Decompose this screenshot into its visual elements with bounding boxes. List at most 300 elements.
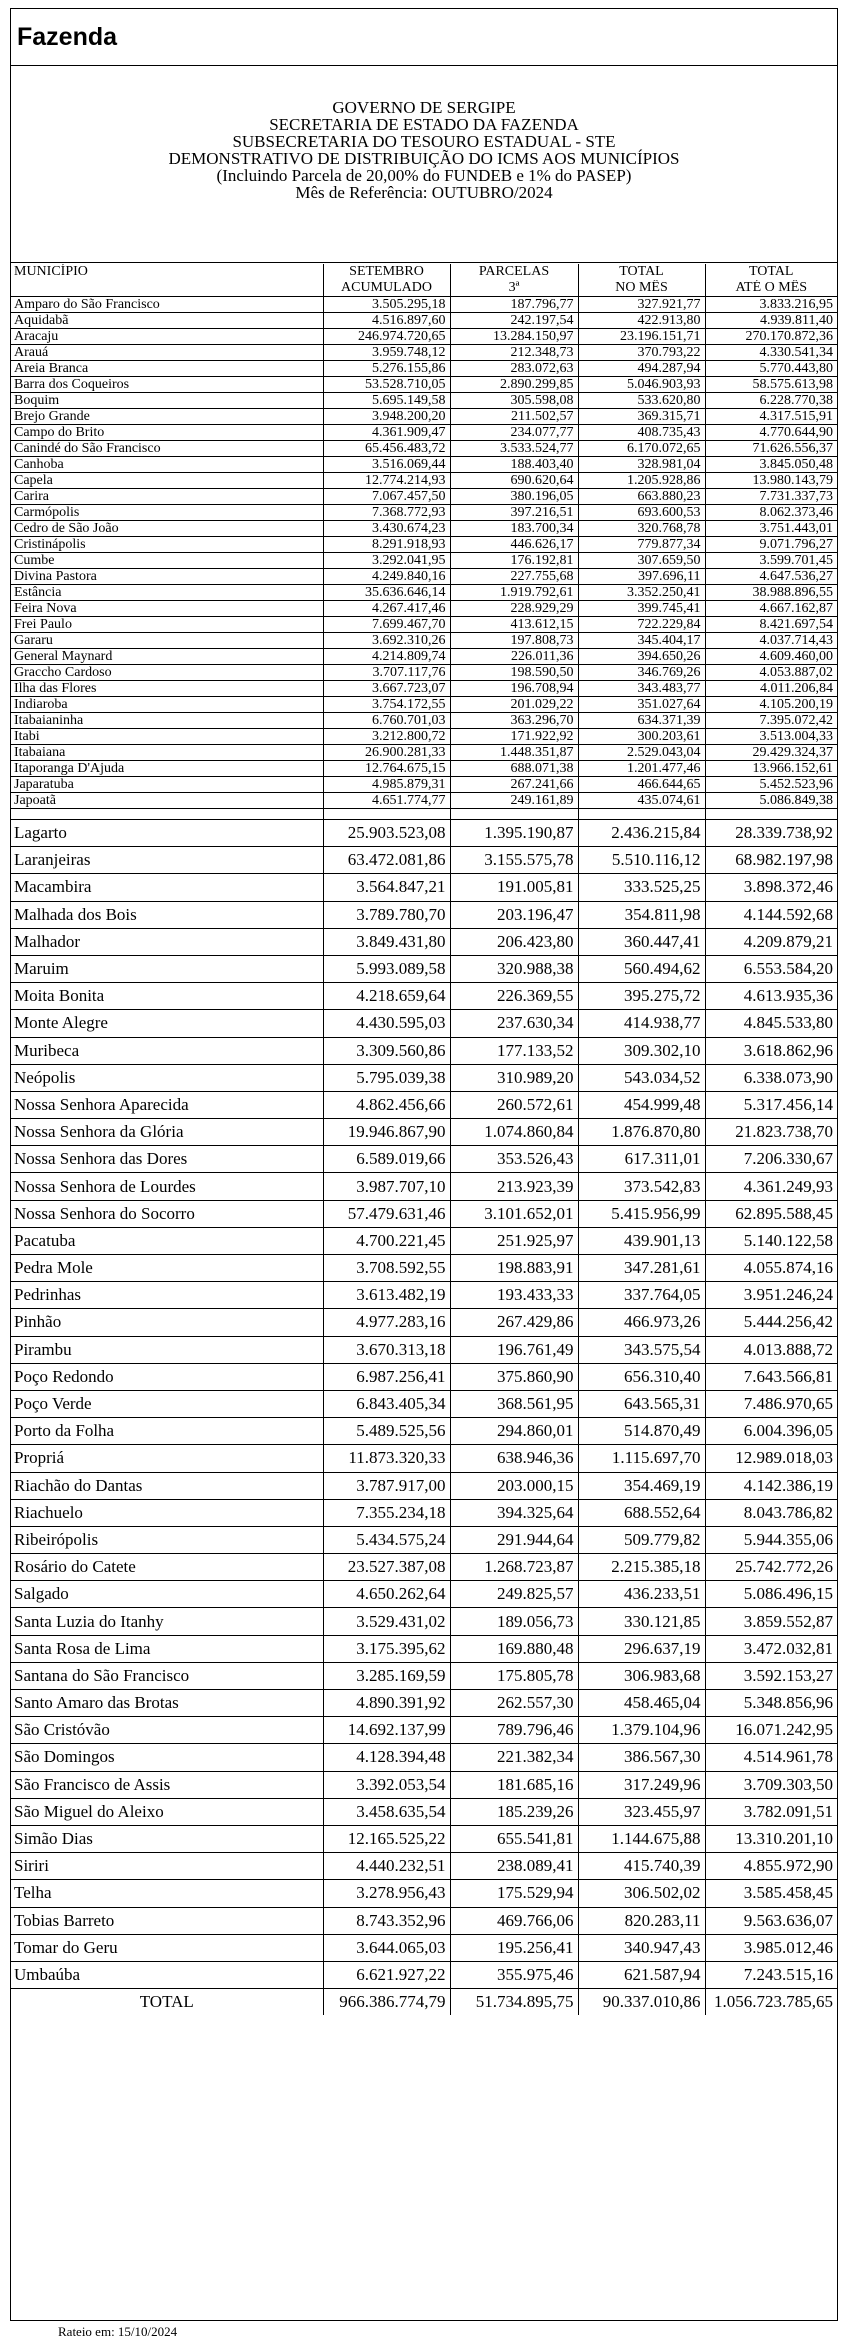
parcelas-cell: 397.216,51	[450, 505, 578, 521]
no-mes-cell: 323.455,97	[578, 1798, 705, 1825]
ate-o-mes-cell: 3.782.091,51	[705, 1798, 837, 1825]
table-gap	[11, 809, 837, 820]
setembro-cell: 3.430.674,23	[323, 521, 450, 537]
no-mes-cell: 634.371,39	[578, 713, 705, 729]
municipio-cell: Frei Paulo	[11, 617, 323, 633]
no-mes-cell: 494.287,94	[578, 361, 705, 377]
setembro-cell: 4.440.232,51	[323, 1853, 450, 1880]
parcelas-cell: 2.890.299,85	[450, 377, 578, 393]
parcelas-cell: 169.880,48	[450, 1635, 578, 1662]
no-mes-cell: 346.769,26	[578, 665, 705, 681]
parcelas-cell: 413.612,15	[450, 617, 578, 633]
col-header-total-ate: TOTAL	[705, 264, 837, 280]
parcelas-cell: 196.761,49	[450, 1336, 578, 1363]
table-row	[11, 377, 837, 393]
setembro-cell: 5.434.575,24	[323, 1526, 450, 1553]
municipio-cell: Porto da Folha	[11, 1418, 323, 1445]
municipio-cell: Umbaúba	[11, 1961, 323, 1988]
municipio-cell: Nossa Senhora das Dores	[11, 1146, 323, 1173]
setembro-cell: 12.774.214,93	[323, 473, 450, 489]
municipio-cell: Rosário do Catete	[11, 1554, 323, 1581]
table-row	[11, 665, 837, 681]
setembro-cell: 5.993.089,58	[323, 955, 450, 982]
no-mes-cell: 2.215.385,18	[578, 1554, 705, 1581]
no-mes-cell: 395.275,72	[578, 983, 705, 1010]
ate-o-mes-cell: 7.643.566,81	[705, 1363, 837, 1390]
setembro-cell: 26.900.281,33	[323, 745, 450, 761]
municipio-cell: Maruim	[11, 955, 323, 982]
no-mes-cell: 466.644,65	[578, 777, 705, 793]
icms-distribution-table	[11, 264, 837, 2015]
table-row	[11, 1119, 837, 1146]
setembro-cell: 7.355.234,18	[323, 1499, 450, 1526]
table-row	[11, 1309, 837, 1336]
setembro-cell: 7.067.457,50	[323, 489, 450, 505]
parcelas-cell: 228.929,29	[450, 601, 578, 617]
ate-o-mes-cell: 71.626.556,37	[705, 441, 837, 457]
total-setembro: 966.386.774,79	[323, 1989, 450, 2016]
setembro-cell: 4.890.391,92	[323, 1690, 450, 1717]
parcelas-cell: 213.923,39	[450, 1173, 578, 1200]
header-line-subsecretariat: SUBSECRETARIA DO TESOURO ESTADUAL - STE	[232, 132, 616, 151]
parcelas-cell: 221.382,34	[450, 1744, 578, 1771]
table-row	[11, 409, 837, 425]
ate-o-mes-cell: 13.966.152,61	[705, 761, 837, 777]
table-row	[11, 681, 837, 697]
table-row	[11, 928, 837, 955]
no-mes-cell: 5.510.116,12	[578, 847, 705, 874]
total-no-mes: 90.337.010,86	[578, 1989, 705, 2016]
ate-o-mes-cell: 4.855.972,90	[705, 1853, 837, 1880]
municipio-cell: Itabaianinha	[11, 713, 323, 729]
ate-o-mes-cell: 7.486.970,65	[705, 1390, 837, 1417]
no-mes-cell: 317.249,96	[578, 1771, 705, 1798]
no-mes-cell: 439.901,13	[578, 1227, 705, 1254]
table-row	[11, 1390, 837, 1417]
setembro-cell: 4.214.809,74	[323, 649, 450, 665]
setembro-cell: 5.276.155,86	[323, 361, 450, 377]
parcelas-cell: 177.133,52	[450, 1037, 578, 1064]
municipio-cell: Monte Alegre	[11, 1010, 323, 1037]
no-mes-cell: 23.196.151,71	[578, 329, 705, 345]
parcelas-cell: 226.369,55	[450, 983, 578, 1010]
table-row	[11, 1363, 837, 1390]
parcelas-cell: 283.072,63	[450, 361, 578, 377]
setembro-cell: 4.430.595,03	[323, 1010, 450, 1037]
ate-o-mes-cell: 21.823.738,70	[705, 1119, 837, 1146]
table-row	[11, 361, 837, 377]
ate-o-mes-cell: 4.144.592,68	[705, 901, 837, 928]
table-row	[11, 874, 837, 901]
no-mes-cell: 340.947,43	[578, 1934, 705, 1961]
no-mes-cell: 343.575,54	[578, 1336, 705, 1363]
parcelas-cell: 690.620,64	[450, 473, 578, 489]
municipio-cell: Nossa Senhora da Glória	[11, 1119, 323, 1146]
setembro-cell: 246.974.720,65	[323, 329, 450, 345]
parcelas-cell: 237.630,34	[450, 1010, 578, 1037]
no-mes-cell: 422.913,80	[578, 313, 705, 329]
no-mes-cell: 466.973,26	[578, 1309, 705, 1336]
no-mes-cell: 6.170.072,65	[578, 441, 705, 457]
header-line-fundeb-note: (Incluindo Parcela de 20,00% do FUNDEB e 1% do PASEP)	[216, 166, 632, 185]
setembro-cell: 3.692.310,26	[323, 633, 450, 649]
ate-o-mes-cell: 3.592.153,27	[705, 1662, 837, 1689]
setembro-cell: 4.651.774,77	[323, 793, 450, 809]
table-row	[11, 1880, 837, 1907]
setembro-cell: 6.843.405,34	[323, 1390, 450, 1417]
parcelas-cell: 355.975,46	[450, 1961, 578, 1988]
no-mes-cell: 435.074,61	[578, 793, 705, 809]
setembro-cell: 3.458.635,54	[323, 1798, 450, 1825]
no-mes-cell: 663.880,23	[578, 489, 705, 505]
ate-o-mes-cell: 3.833.216,95	[705, 297, 837, 313]
table-row	[11, 761, 837, 777]
parcelas-cell: 171.922,92	[450, 729, 578, 745]
ate-o-mes-cell: 3.751.443,01	[705, 521, 837, 537]
no-mes-cell: 306.502,02	[578, 1880, 705, 1907]
parcelas-cell: 193.433,33	[450, 1282, 578, 1309]
municipio-cell: Telha	[11, 1880, 323, 1907]
table-row	[11, 649, 837, 665]
setembro-cell: 35.636.646,14	[323, 585, 450, 601]
municipio-cell: Pinhão	[11, 1309, 323, 1336]
table-row	[11, 1091, 837, 1118]
table-row	[11, 1200, 837, 1227]
total-parcelas: 51.734.895,75	[450, 1989, 578, 2016]
no-mes-cell: 454.999,48	[578, 1091, 705, 1118]
parcelas-cell: 187.796,77	[450, 297, 578, 313]
col-subheader-no-mes: NO MÊS	[578, 280, 705, 297]
no-mes-cell: 693.600,53	[578, 505, 705, 521]
municipio-cell: Arauá	[11, 345, 323, 361]
table-row	[11, 1064, 837, 1091]
no-mes-cell: 307.659,50	[578, 553, 705, 569]
setembro-cell: 3.787.917,00	[323, 1472, 450, 1499]
table-row	[11, 1499, 837, 1526]
setembro-cell: 4.361.909,47	[323, 425, 450, 441]
no-mes-cell: 373.542,83	[578, 1173, 705, 1200]
table-row	[11, 697, 837, 713]
parcelas-cell: 249.825,57	[450, 1581, 578, 1608]
parcelas-cell: 469.766,06	[450, 1907, 578, 1934]
setembro-cell: 63.472.081,86	[323, 847, 450, 874]
ate-o-mes-cell: 4.667.162,87	[705, 601, 837, 617]
ate-o-mes-cell: 3.985.012,46	[705, 1934, 837, 1961]
no-mes-cell: 296.637,19	[578, 1635, 705, 1662]
parcelas-cell: 251.925,97	[450, 1227, 578, 1254]
ate-o-mes-cell: 5.086.496,15	[705, 1581, 837, 1608]
parcelas-cell: 201.029,22	[450, 697, 578, 713]
table-row	[11, 1744, 837, 1771]
parcelas-cell: 203.000,15	[450, 1472, 578, 1499]
municipio-cell: Divina Pastora	[11, 569, 323, 585]
parcelas-cell: 196.708,94	[450, 681, 578, 697]
table-row	[11, 441, 837, 457]
table-row	[11, 713, 837, 729]
municipio-cell: Itabaiana	[11, 745, 323, 761]
setembro-cell: 3.959.748,12	[323, 345, 450, 361]
municipio-cell: Poço Verde	[11, 1390, 323, 1417]
no-mes-cell: 1.115.697,70	[578, 1445, 705, 1472]
no-mes-cell: 621.587,94	[578, 1961, 705, 1988]
ate-o-mes-cell: 4.609.460,00	[705, 649, 837, 665]
no-mes-cell: 643.565,31	[578, 1390, 705, 1417]
municipio-cell: Areia Branca	[11, 361, 323, 377]
municipio-cell: Macambira	[11, 874, 323, 901]
parcelas-cell: 363.296,70	[450, 713, 578, 729]
municipio-cell: Pacatuba	[11, 1227, 323, 1254]
setembro-cell: 3.667.723,07	[323, 681, 450, 697]
ate-o-mes-cell: 25.742.772,26	[705, 1554, 837, 1581]
table-row	[11, 1526, 837, 1553]
setembro-cell: 4.128.394,48	[323, 1744, 450, 1771]
no-mes-cell: 327.921,77	[578, 297, 705, 313]
setembro-cell: 3.529.431,02	[323, 1608, 450, 1635]
parcelas-cell: 446.626,17	[450, 537, 578, 553]
table-row	[11, 1173, 837, 1200]
parcelas-cell: 789.796,46	[450, 1717, 578, 1744]
ate-o-mes-cell: 4.514.961,78	[705, 1744, 837, 1771]
setembro-cell: 7.699.467,70	[323, 617, 450, 633]
table-row	[11, 1934, 837, 1961]
no-mes-cell: 509.779,82	[578, 1526, 705, 1553]
ate-o-mes-cell: 3.898.372,46	[705, 874, 837, 901]
ate-o-mes-cell: 4.330.541,34	[705, 345, 837, 361]
ate-o-mes-cell: 4.011.206,84	[705, 681, 837, 697]
parcelas-cell: 260.572,61	[450, 1091, 578, 1118]
municipio-cell: São Domingos	[11, 1744, 323, 1771]
parcelas-cell: 206.423,80	[450, 928, 578, 955]
parcelas-cell: 183.700,34	[450, 521, 578, 537]
ate-o-mes-cell: 6.004.396,05	[705, 1418, 837, 1445]
table-row	[11, 1907, 837, 1934]
no-mes-cell: 386.567,30	[578, 1744, 705, 1771]
municipio-cell: Lagarto	[11, 820, 323, 847]
setembro-cell: 53.528.710,05	[323, 377, 450, 393]
document-header	[11, 66, 837, 264]
setembro-cell: 8.291.918,93	[323, 537, 450, 553]
ate-o-mes-cell: 7.395.072,42	[705, 713, 837, 729]
no-mes-cell: 5.046.903,93	[578, 377, 705, 393]
table-row	[11, 1635, 837, 1662]
header-line-secretariat: SECRETARIA DE ESTADO DA FAZENDA	[269, 115, 579, 134]
col-header-municipio: MUNICÍPIO	[14, 264, 88, 279]
ate-o-mes-cell: 16.071.242,95	[705, 1717, 837, 1744]
setembro-cell: 3.670.313,18	[323, 1336, 450, 1363]
setembro-cell: 3.789.780,70	[323, 901, 450, 928]
ate-o-mes-cell: 3.859.552,87	[705, 1608, 837, 1635]
parcelas-cell: 375.860,90	[450, 1363, 578, 1390]
table-row	[11, 1472, 837, 1499]
ate-o-mes-cell: 4.647.536,27	[705, 569, 837, 585]
ate-o-mes-cell: 5.770.443,80	[705, 361, 837, 377]
municipio-cell: Moita Bonita	[11, 983, 323, 1010]
table-row	[11, 553, 837, 569]
parcelas-cell: 3.533.524,77	[450, 441, 578, 457]
municipio-cell: Siriri	[11, 1853, 323, 1880]
no-mes-cell: 414.938,77	[578, 1010, 705, 1037]
no-mes-cell: 514.870,49	[578, 1418, 705, 1445]
parcelas-cell: 176.192,81	[450, 553, 578, 569]
ate-o-mes-cell: 4.055.874,16	[705, 1255, 837, 1282]
ate-o-mes-cell: 13.980.143,79	[705, 473, 837, 489]
setembro-cell: 4.650.262,64	[323, 1581, 450, 1608]
parcelas-cell: 175.805,78	[450, 1662, 578, 1689]
col-header-total: TOTAL	[578, 264, 705, 280]
municipio-cell: General Maynard	[11, 649, 323, 665]
setembro-cell: 4.249.840,16	[323, 569, 450, 585]
table-row	[11, 1690, 837, 1717]
municipio-cell: Indiaroba	[11, 697, 323, 713]
no-mes-cell: 656.310,40	[578, 1363, 705, 1390]
ate-o-mes-cell: 5.317.456,14	[705, 1091, 837, 1118]
table-row	[11, 601, 837, 617]
municipio-cell: Carira	[11, 489, 323, 505]
parcelas-cell: 175.529,94	[450, 1880, 578, 1907]
setembro-cell: 4.985.879,31	[323, 777, 450, 793]
table-row	[11, 1336, 837, 1363]
header-line-reference-month: Mês de Referência: OUTUBRO/2024	[295, 183, 553, 202]
parcelas-cell: 195.256,41	[450, 1934, 578, 1961]
ate-o-mes-cell: 4.142.386,19	[705, 1472, 837, 1499]
setembro-cell: 6.621.927,22	[323, 1961, 450, 1988]
municipio-cell: Aracaju	[11, 329, 323, 345]
ate-o-mes-cell: 28.339.738,92	[705, 820, 837, 847]
ate-o-mes-cell: 7.243.515,16	[705, 1961, 837, 1988]
ate-o-mes-cell: 3.513.004,33	[705, 729, 837, 745]
no-mes-cell: 306.983,68	[578, 1662, 705, 1689]
ate-o-mes-cell: 3.618.862,96	[705, 1037, 837, 1064]
table-row	[11, 313, 837, 329]
no-mes-cell: 617.311,01	[578, 1146, 705, 1173]
table-row	[11, 729, 837, 745]
col-subheader-ate-o-mes: ATÉ O MÊS	[705, 280, 837, 297]
ate-o-mes-cell: 38.988.896,55	[705, 585, 837, 601]
no-mes-cell: 1.205.928,86	[578, 473, 705, 489]
ate-o-mes-cell: 3.845.050,48	[705, 457, 837, 473]
ate-o-mes-cell: 3.472.032,81	[705, 1635, 837, 1662]
municipio-cell: Estância	[11, 585, 323, 601]
municipio-cell: Simão Dias	[11, 1825, 323, 1852]
setembro-cell: 65.456.483,72	[323, 441, 450, 457]
no-mes-cell: 399.745,41	[578, 601, 705, 617]
municipio-cell: Canhoba	[11, 457, 323, 473]
setembro-cell: 4.977.283,16	[323, 1309, 450, 1336]
setembro-cell: 4.700.221,45	[323, 1227, 450, 1254]
table-row	[11, 1037, 837, 1064]
no-mes-cell: 2.529.043,04	[578, 745, 705, 761]
municipio-cell: Poço Redondo	[11, 1363, 323, 1390]
ate-o-mes-cell: 7.206.330,67	[705, 1146, 837, 1173]
table-row	[11, 521, 837, 537]
table-row	[11, 425, 837, 441]
setembro-cell: 4.862.456,66	[323, 1091, 450, 1118]
setembro-cell: 3.278.956,43	[323, 1880, 450, 1907]
municipio-cell: Santa Luzia do Itanhy	[11, 1608, 323, 1635]
ate-o-mes-cell: 5.452.523,96	[705, 777, 837, 793]
municipio-cell: Barra dos Coqueiros	[11, 377, 323, 393]
parcelas-cell: 234.077,77	[450, 425, 578, 441]
parcelas-cell: 394.325,64	[450, 1499, 578, 1526]
setembro-cell: 3.175.395,62	[323, 1635, 450, 1662]
table-row	[11, 457, 837, 473]
parcelas-cell: 655.541,81	[450, 1825, 578, 1852]
table-row	[11, 777, 837, 793]
ate-o-mes-cell: 270.170.872,36	[705, 329, 837, 345]
ate-o-mes-cell: 4.361.249,93	[705, 1173, 837, 1200]
municipio-cell: Aquidabã	[11, 313, 323, 329]
setembro-cell: 3.505.295,18	[323, 297, 450, 313]
table-row	[11, 1554, 837, 1581]
municipio-cell: Ribeirópolis	[11, 1526, 323, 1553]
no-mes-cell: 1.201.477,46	[578, 761, 705, 777]
municipio-cell: Japaratuba	[11, 777, 323, 793]
setembro-cell: 3.285.169,59	[323, 1662, 450, 1689]
table-row	[11, 505, 837, 521]
no-mes-cell: 5.415.956,99	[578, 1200, 705, 1227]
no-mes-cell: 330.121,85	[578, 1608, 705, 1635]
table-row	[11, 1771, 837, 1798]
ate-o-mes-cell: 3.951.246,24	[705, 1282, 837, 1309]
municipio-cell: Santo Amaro das Brotas	[11, 1690, 323, 1717]
parcelas-cell: 198.883,91	[450, 1255, 578, 1282]
no-mes-cell: 337.764,05	[578, 1282, 705, 1309]
setembro-cell: 3.754.172,55	[323, 697, 450, 713]
ate-o-mes-cell: 4.209.879,21	[705, 928, 837, 955]
parcelas-cell: 189.056,73	[450, 1608, 578, 1635]
parcelas-cell: 353.526,43	[450, 1146, 578, 1173]
ate-o-mes-cell: 8.421.697,54	[705, 617, 837, 633]
total-ate-o-mes: 1.056.723.785,65	[705, 1989, 837, 2016]
municipio-cell: Cedro de São João	[11, 521, 323, 537]
setembro-cell: 14.692.137,99	[323, 1717, 450, 1744]
table-body-part-2	[11, 820, 837, 1989]
no-mes-cell: 320.768,78	[578, 521, 705, 537]
no-mes-cell: 394.650,26	[578, 649, 705, 665]
parcelas-cell: 188.403,40	[450, 457, 578, 473]
parcelas-cell: 638.946,36	[450, 1445, 578, 1472]
setembro-cell: 4.516.897,60	[323, 313, 450, 329]
ate-o-mes-cell: 4.013.888,72	[705, 1336, 837, 1363]
setembro-cell: 3.708.592,55	[323, 1255, 450, 1282]
municipio-cell: Santa Rosa de Lima	[11, 1635, 323, 1662]
setembro-cell: 3.613.482,19	[323, 1282, 450, 1309]
table-row	[11, 1146, 837, 1173]
setembro-cell: 3.212.800,72	[323, 729, 450, 745]
header-line-report-title: DEMONSTRATIVO DE DISTRIBUIÇÃO DO ICMS AOS MUNICÍPIOS	[168, 149, 680, 168]
setembro-cell: 3.292.041,95	[323, 553, 450, 569]
table-row	[11, 1445, 837, 1472]
parcelas-cell: 249.161,89	[450, 793, 578, 809]
header-divider	[11, 262, 837, 263]
ate-o-mes-cell: 4.770.644,90	[705, 425, 837, 441]
setembro-cell: 3.644.065,03	[323, 1934, 450, 1961]
header-line-government: GOVERNO DE SERGIPE	[332, 98, 516, 117]
no-mes-cell: 333.525,25	[578, 874, 705, 901]
setembro-cell: 6.987.256,41	[323, 1363, 450, 1390]
table-row	[11, 297, 837, 313]
no-mes-cell: 354.469,19	[578, 1472, 705, 1499]
parcelas-cell: 1.448.351,87	[450, 745, 578, 761]
no-mes-cell: 354.811,98	[578, 901, 705, 928]
setembro-cell: 5.695.149,58	[323, 393, 450, 409]
parcelas-cell: 242.197,54	[450, 313, 578, 329]
parcelas-cell: 181.685,16	[450, 1771, 578, 1798]
table-body-part-1	[11, 297, 837, 809]
table-row	[11, 393, 837, 409]
ate-o-mes-cell: 4.317.515,91	[705, 409, 837, 425]
col-header-setembro: SETEMBRO	[323, 264, 450, 280]
